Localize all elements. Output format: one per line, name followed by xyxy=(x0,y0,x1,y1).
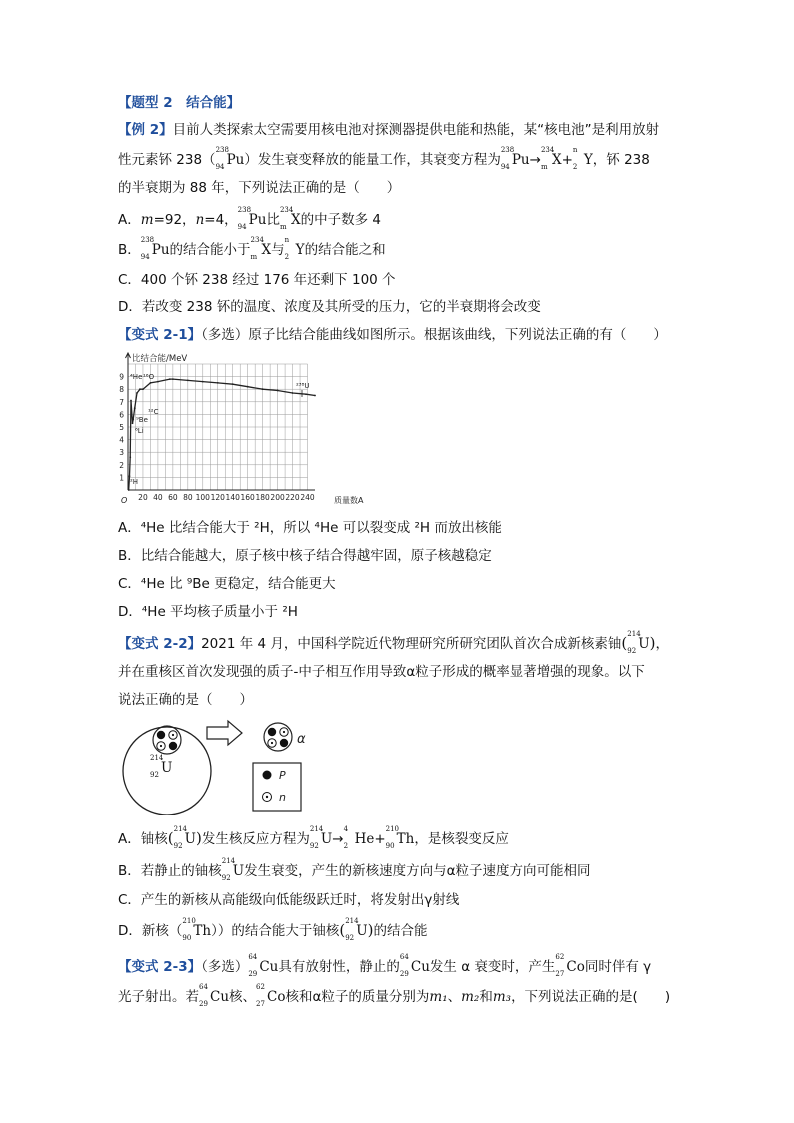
annotation-o16: ¹⁶O xyxy=(143,373,155,381)
v22-line2: 并在重核区首次发现强的质子-中子相互作用导致α粒子形成的概率显著增强的现象。以下 xyxy=(118,664,645,680)
nuclide-pu: 238 94 Pu xyxy=(215,146,245,171)
x-tick-label: 60 xyxy=(168,493,178,502)
v22-line1: 【变式 2-2】2021 年 4 月，中国科学院近代物理研究所研究团队首次合成新核素铀( 214 92 U)， xyxy=(118,630,670,655)
annotation-c12: ¹²C xyxy=(148,408,159,416)
x-tick-label: 100 xyxy=(195,493,210,502)
binding-energy-chart xyxy=(110,350,370,510)
y-tick-label: 3 xyxy=(119,448,124,458)
v22-option-c: C．产生的新核从高能级向低能级跃迁时，将发射出γ射线 xyxy=(118,892,460,908)
legend-proton-icon xyxy=(263,771,272,780)
ex2-tag: 【例 2】 xyxy=(118,122,173,138)
v23-line2: 光子射出。若 64 29 Cu核、 62 27 Co核和α粒子的质量分别为m₁、m₂和m₃，下列说法正确的是( ) xyxy=(118,983,671,1008)
v21-option-a: A．⁴He 比结合能大于 ²H，所以 ⁴He 可以裂变成 ²H 而放出核能 xyxy=(118,520,502,536)
ex2-text2c: ，钚 238 xyxy=(592,152,650,168)
nuclide-x: 234 m X xyxy=(540,146,562,171)
nuclide-u: 214 92 U xyxy=(627,630,650,655)
ex2-option-c: C．400 个钚 238 经过 176 年还剩下 100 个 xyxy=(118,272,396,288)
y-tick-label: 7 xyxy=(119,397,124,407)
x-tick-label: 160 xyxy=(240,493,255,502)
nuclide-y-b: n 2 Y xyxy=(284,236,305,261)
annotation-h2: ²H xyxy=(130,478,139,486)
section-title: 【题型 2 结合能】 xyxy=(118,95,241,111)
x-tick-label: 80 xyxy=(183,493,193,502)
v21-tag: 【变式 2-1】 xyxy=(118,327,202,343)
ex2-text2a: 性元素钚 238（ xyxy=(118,152,216,168)
y-tick-label: 9 xyxy=(119,372,124,382)
alpha-particle-outline xyxy=(264,723,292,751)
v21-option-b: B．比结合能越大，原子核中核子结合得越牢固，原子核越稳定 xyxy=(118,548,492,564)
ex2-option-b: B． 238 94 Pu的结合能小于 234 m X与 n 2 Y的结合能之和 xyxy=(118,236,386,261)
v22-option-a: A．铀核( 214 92 U)发生核反应方程为 214 92 U→ 4 2 He+ 210 90 Th，是核裂变反应 xyxy=(118,825,509,850)
legend-proton-label: P xyxy=(279,769,286,782)
binding-energy-curve xyxy=(129,379,315,490)
legend-neutron-label: n xyxy=(279,791,286,804)
alpha-cluster-outline xyxy=(153,726,181,754)
proton xyxy=(169,742,177,750)
ex2-option-d: D．若改变 238 钚的温度、浓度及其所受的压力，它的半衰期将会改变 xyxy=(118,299,541,315)
y-tick-label: 1 xyxy=(119,473,124,483)
y-tick-label: 2 xyxy=(119,460,124,470)
v22-option-b: B．若静止的铀核 214 92 U发生衰变，产生的新核速度方向与α粒子速度方向可能相同 xyxy=(118,857,591,882)
x-axis-label: 质量数A xyxy=(334,496,364,505)
nuclide-x-a: 234 m X xyxy=(279,206,301,231)
ex2-option-a: A．m=92，n=4， 238 94 Pu比 234 m X的中子数多 4 xyxy=(118,206,381,231)
alpha-label: α xyxy=(297,732,306,747)
x-tick-label: 40 xyxy=(153,493,163,502)
x-tick-label: 240 xyxy=(300,493,315,502)
ex2-text2b: ）发生衰变释放的能量工作，其衰变方程为 xyxy=(244,152,501,168)
v23-tag: 【变式 2-3】 xyxy=(118,959,202,975)
nuclide-y: n 2 Y xyxy=(572,146,593,171)
annotation-be9: ⁹Be xyxy=(136,416,148,424)
x-tick-label: 180 xyxy=(255,493,270,502)
x-tick-label: 200 xyxy=(270,493,285,502)
ex2-line2 xyxy=(118,146,650,171)
ex2-line3: 的半衰期为 88 年，下列说法正确的是（ ） xyxy=(118,180,401,196)
v22-option-d: D．新核（ 210 90 Th））的结合能大于铀核( 214 92 U)的结合能 xyxy=(118,917,428,942)
nuclide-pu-b: 238 94 Pu xyxy=(140,236,170,261)
v22-line3: 说法正确的是（ ） xyxy=(118,692,253,708)
ex2-line1 xyxy=(118,120,659,140)
v21-stem: 【变式 2-1】（多选）原子比结合能曲线如图所示。根据该曲线，下列说法正确的有（ ） xyxy=(118,327,667,343)
x-tick-label: 220 xyxy=(285,493,300,502)
plus: + xyxy=(561,152,573,168)
v21-option-d: D．⁴He 平均核子质量小于 ²H xyxy=(118,604,298,620)
nuclide-pu-eq: 238 94 Pu xyxy=(500,146,530,171)
annotation-u238: ²³⁸U xyxy=(296,382,310,390)
y-tick-label: 8 xyxy=(119,385,124,395)
proton xyxy=(157,731,165,739)
nuclide-pu-a: 238 94 Pu xyxy=(237,206,267,231)
v22-tag: 【变式 2-2】 xyxy=(118,636,202,652)
arrow: → xyxy=(529,152,541,168)
x-tick-label: 140 xyxy=(225,493,240,502)
ex2-text1: 目前人类探索太空需要用核电池对探测器提供电能和热能，某“核电池”是利用放射 xyxy=(172,122,660,138)
y-tick-label: 6 xyxy=(119,410,124,420)
x-tick-label: 20 xyxy=(138,493,148,502)
y-tick-label: 4 xyxy=(119,435,124,445)
x-tick-label: 120 xyxy=(210,493,225,502)
legend-box xyxy=(253,763,301,811)
annotation-li6: ⁶Li xyxy=(135,427,144,435)
v23-line1: 【变式 2-3】（多选） 64 29 Cu具有放射性，静止的 64 29 Cu发生 α 衰变时，产生 62 27 Co同时伴有 γ xyxy=(118,953,652,978)
arrow-right-icon xyxy=(207,721,242,745)
diagram-u-label: 214 92 U xyxy=(150,754,173,779)
origin-label: O xyxy=(121,496,128,505)
annotation-he4: ⁴He xyxy=(130,373,143,381)
nuclide-x-b: 234 m X xyxy=(250,236,272,261)
y-axis-label: 比结合能/MeV xyxy=(132,354,188,364)
y-tick-label: 5 xyxy=(119,423,124,432)
v21-option-c: C．⁴He 比 ⁹Be 更稳定，结合能更大 xyxy=(118,576,336,592)
